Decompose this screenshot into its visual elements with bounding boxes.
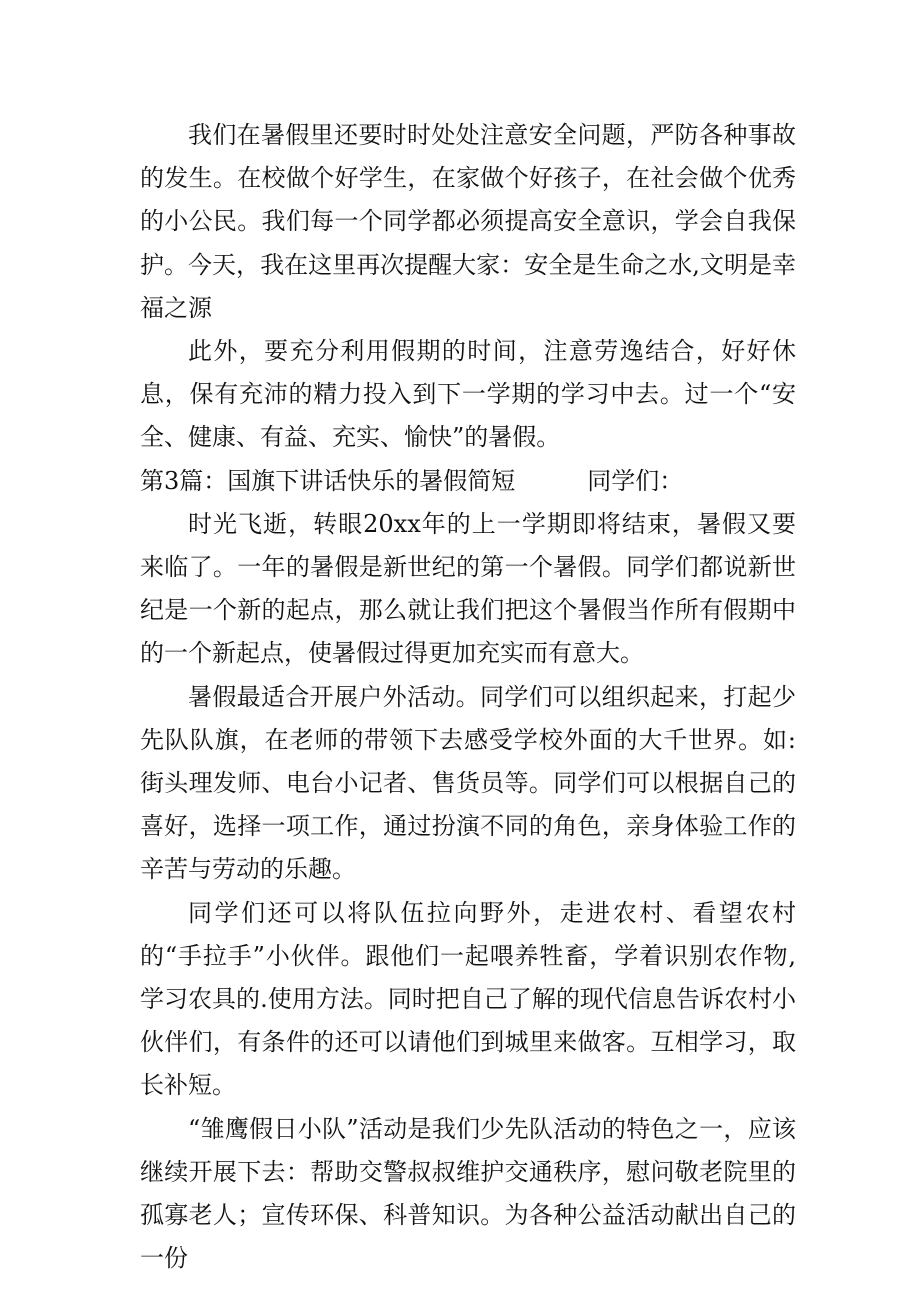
paragraph-eagle-team: “雏鹰假日小队”活动是我们少先队活动的特色之一，应该继续开展下去：帮助交警叔叔维护交通秩序，慰问敬老院里的孤寡老人；宣传环保、科普知识。为各种公益活动献出自己的一份 bbox=[140, 1114, 796, 1273]
paragraph-countryside: 同学们还可以将队伍拉向野外，走进农村、看望农村的“手拉手”小伙伴。跟他们一起喂养牲畜，学着识别农作物,学习农具的.使用方法。同时把自己了解的现代信息告诉农村小伙伴们，有条件的还可以请他们到城里来做客。互相学习，取长补短。 bbox=[140, 898, 796, 1100]
paragraph-outdoor: 暑假最适合开展户外活动。同学们可以组织起来，打起少先队队旗，在老师的带领下去感受学校外面的大千世界。如:街头理发师、电台小记者、售货员等。同学们可以根据自己的喜好，选择一项工作，通过扮演不同的角色，亲身体验工作的辛苦与劳动的乐趣。 bbox=[140, 682, 796, 884]
paragraph-safety: 我们在暑假里还要时时处处注意安全问题，严防各种事故的发生。在校做个好学生，在家做个好孩子，在社会做个优秀的小公民。我们每一个同学都必须提高安全意识，学会自我保护。今天，我在这里再次提醒大家：安全是生命之水,文明是幸福之源 bbox=[140, 121, 796, 322]
document-body bbox=[140, 114, 796, 1280]
section-heading-line bbox=[140, 460, 796, 503]
section-heading: 第3篇：国旗下讲话快乐的暑假简短 bbox=[140, 466, 516, 495]
salutation: 同学们： bbox=[587, 466, 684, 495]
paragraph-rest: 此外，要充分利用假期的时间，注意劳逸结合，好好休息，保有充沛的精力投入到下一学期的学习中去。过一个“安全、健康、有益、充实、愉快”的暑假。 bbox=[140, 337, 796, 452]
paragraph-time: 时光飞逝，转眼20xx年的上一学期即将结束，暑假又要来临了。一年的暑假是新世纪的第一个暑假。同学们都说新世纪是一个新的起点，那么就让我们把这个暑假当作所有假期中的一个新起点，使暑假过得更加充实而有意大。 bbox=[140, 509, 796, 668]
